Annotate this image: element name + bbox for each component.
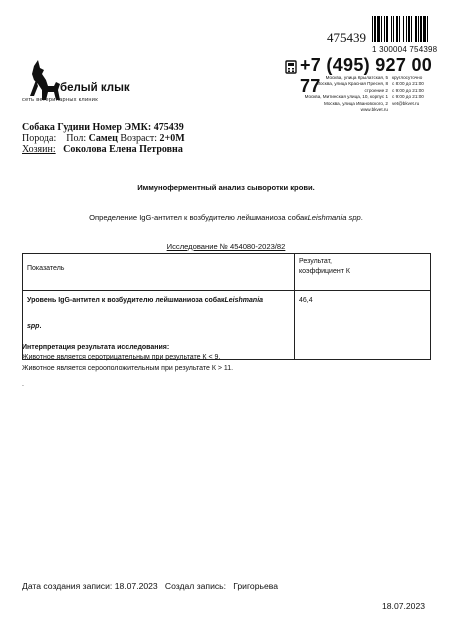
clinic-addresses (300, 75, 388, 113)
owner-label: Хозяин: (22, 144, 56, 155)
barcode-bar (391, 16, 392, 42)
barcode-bar (411, 16, 412, 42)
barcode-bar (423, 16, 426, 42)
patient-name-label: Собака Гудини Номер ЭМК: (22, 122, 152, 133)
website-link[interactable]: www.bkvet.ru (360, 107, 388, 113)
logo-wordmark: белый клык (60, 82, 130, 94)
study-number: Исследование № 454080-2023/82 (166, 242, 286, 251)
logo-tagline: сеть ветеринарных клиник (22, 97, 98, 103)
table-header-row (23, 254, 431, 291)
row-end: . (39, 323, 42, 330)
column-header-result (295, 254, 431, 291)
patient-line-3 (22, 144, 183, 155)
age-value: 2+0М (159, 133, 185, 144)
barcode-bar (420, 16, 422, 42)
row-species-2: spp (27, 323, 40, 330)
barcode-bar (408, 16, 410, 42)
barcode-bar (377, 16, 380, 42)
row-label: Уровень IgG-антител к возбудителю лейшманиоза собак (27, 297, 225, 304)
barcode-bar (393, 16, 394, 42)
barcode-bar (399, 16, 400, 42)
barcode-bar (427, 16, 428, 42)
address-line: Москва, улица Красная Пресня, 8 строение 2 (316, 81, 388, 93)
hours-line: с 8:00 до 21:00 (392, 81, 424, 87)
document-number: 475439 (327, 30, 366, 45)
barcode-bar (374, 16, 376, 42)
barcode-bar (386, 16, 388, 42)
clinic-phone[interactable]: +7 (495) 927 00 77 (300, 55, 433, 96)
row-value: 46,4 (295, 291, 431, 360)
email-link[interactable]: vet@bkvet.ru (392, 100, 420, 106)
interpretation-dot: . (22, 381, 24, 388)
report-title: Иммуноферментный анализ сыворотки крови. (137, 183, 315, 192)
patient-line-2 (22, 133, 185, 144)
address-line: Москва, Митинская улица, 10, корпус 1 (304, 94, 388, 100)
interpretation-line: Животное является серотрицательным при результате К < 9. (22, 354, 221, 361)
address-line: Москва, улица Ивановского, 2 (323, 100, 388, 106)
sex-value: Самец (88, 133, 118, 144)
column-header-result-line: Результат, (299, 258, 333, 265)
subtitle-species: Leishmania spp (307, 213, 361, 222)
hours-line: с 9:00 до 21:00 (392, 87, 424, 93)
barcode-bar (403, 16, 404, 42)
row-species: Leishmania (224, 297, 264, 304)
age-label: Возраст: (120, 133, 157, 144)
barcode-bar (415, 16, 417, 42)
column-header-indicator: Показатель (23, 254, 295, 291)
hours-line: с 9:00 до 21:00 (392, 94, 424, 100)
phone-icon (285, 60, 297, 74)
interpretation-heading: Интерпретация результата исследования: (22, 344, 170, 351)
address-line: Москва, улица Крылатская, 5 (325, 75, 388, 80)
barcode (372, 16, 450, 42)
author-label: Создал запись: (164, 581, 227, 591)
patient-line-1 (22, 122, 184, 133)
author-name: Григорьева (233, 581, 278, 591)
emk-number: 475439 (153, 122, 184, 133)
created-date: 18.07.2023 (114, 581, 158, 591)
barcode-bar (384, 16, 385, 42)
subtitle-end: . (360, 213, 363, 222)
column-header-result-line: коэффициент К (299, 268, 350, 275)
footer-date: 18.07.2023 (382, 601, 426, 611)
report-subtitle (0, 213, 452, 222)
hours-line: круглосуточно (392, 75, 423, 80)
barcode-bar (381, 16, 382, 42)
subtitle-text: Определение IgG-антител к возбудителю лейшманиоза собак (89, 213, 308, 222)
record-footer (22, 581, 278, 591)
breed-label: Порода: (22, 133, 57, 144)
barcode-number: 1 300004 754398 (372, 45, 438, 54)
barcode-bar (372, 16, 373, 42)
interpretation-line: Животное является серооположительным при результате К > 11. (22, 365, 234, 372)
barcode-bar (406, 16, 407, 42)
owner-value: Соколова Елена Петровна (63, 144, 183, 155)
barcode-bar (418, 16, 419, 42)
clinic-hours (392, 75, 452, 107)
sex-label: Пол: (66, 133, 87, 144)
barcode-bar (396, 16, 398, 42)
created-label: Дата создания записи: (22, 581, 113, 591)
